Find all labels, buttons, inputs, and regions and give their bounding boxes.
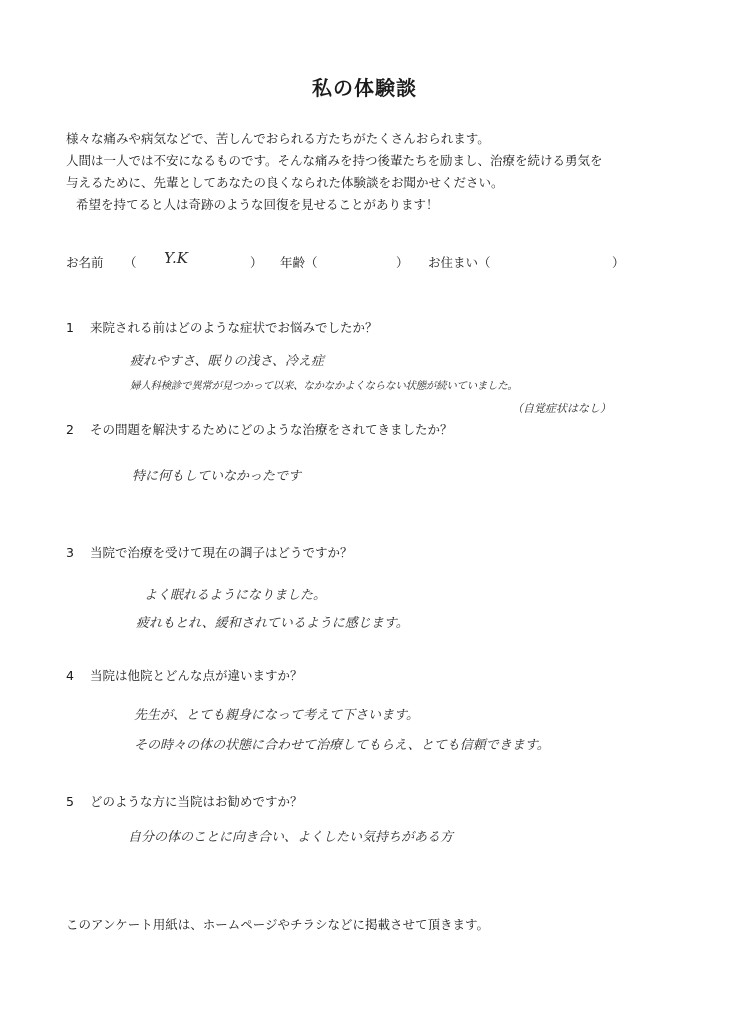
address-close-paren: ） bbox=[612, 255, 625, 270]
question-4 bbox=[66, 666, 303, 684]
question-number: 5 bbox=[66, 794, 74, 809]
question-5 bbox=[66, 792, 303, 810]
name-value: Y.K bbox=[164, 249, 188, 267]
intro-text bbox=[66, 128, 603, 216]
intro-line: 希望を持てると人は奇跡のような回復を見せることがあります！ bbox=[76, 197, 439, 212]
intro-line: 様々な痛みや病気などで、苦しんでおられる方たちがたくさんおられます。 bbox=[66, 131, 490, 146]
question-text: 来院される前はどのような症状でお悩みでしたか？ bbox=[90, 320, 378, 335]
question-number: 4 bbox=[66, 668, 74, 683]
answer-5-line-1: 自分の体のことに向き合い、よくしたい気持ちがある方 bbox=[128, 830, 454, 845]
answer-3-line-2: 疲れもとれ、緩和されているように感じます。 bbox=[136, 616, 409, 631]
answer-4-line-1: 先生が、とても親身になって考えて下さいます。 bbox=[134, 708, 419, 723]
name-close-paren: ） bbox=[250, 255, 263, 270]
question-text: その問題を解決するためにどのような治療をされてきましたか？ bbox=[90, 422, 453, 437]
name-open-paren: （ bbox=[124, 255, 137, 270]
question-1 bbox=[66, 318, 378, 336]
question-number: 3 bbox=[66, 545, 74, 560]
age-label: 年齢（ bbox=[280, 255, 318, 270]
question-text: 当院で治療を受けて現在の調子はどうですか？ bbox=[90, 545, 353, 560]
answer-1-line-3: （自覚症状はなし） bbox=[512, 402, 611, 415]
intro-line: 人間は一人では不安になるものです。そんな痛みを持つ後輩たちを励まし、治療を続ける勇気を bbox=[66, 153, 603, 168]
answer-3-line-1: よく眠れるようになりました。 bbox=[144, 588, 327, 603]
question-number: 1 bbox=[66, 320, 74, 335]
page-title: 私の体験談 bbox=[312, 76, 417, 100]
answer-1-line-1: 疲れやすさ、眠りの浅さ、冷え症 bbox=[130, 354, 324, 369]
answer-2-line-1: 特に何もしていなかったです bbox=[132, 469, 302, 484]
answer-1-line-2: 婦人科検診で異常が見つかって以来、なかなかよくならない状態が続いていました。 bbox=[130, 380, 518, 392]
question-3 bbox=[66, 543, 353, 561]
footer-note: このアンケート用紙は、ホームページやチラシなどに掲載させて頂きます。 bbox=[66, 917, 490, 932]
answer-4-line-2: その時々の体の状態に合わせて治療してもらえ、とても信頼できます。 bbox=[134, 738, 550, 753]
intro-line: 与えるために、先輩としてあなたの良くなられた体験談をお聞かせください。 bbox=[66, 175, 504, 190]
question-text: 当院は他院とどんな点が違いますか？ bbox=[90, 668, 303, 683]
question-2 bbox=[66, 420, 453, 438]
name-label: お名前 bbox=[66, 255, 104, 270]
age-close-paren: ） bbox=[396, 255, 409, 270]
question-number: 2 bbox=[66, 422, 74, 437]
address-label: お住まい（ bbox=[428, 255, 491, 270]
question-text: どのような方に当院はお勧めですか？ bbox=[90, 794, 303, 809]
